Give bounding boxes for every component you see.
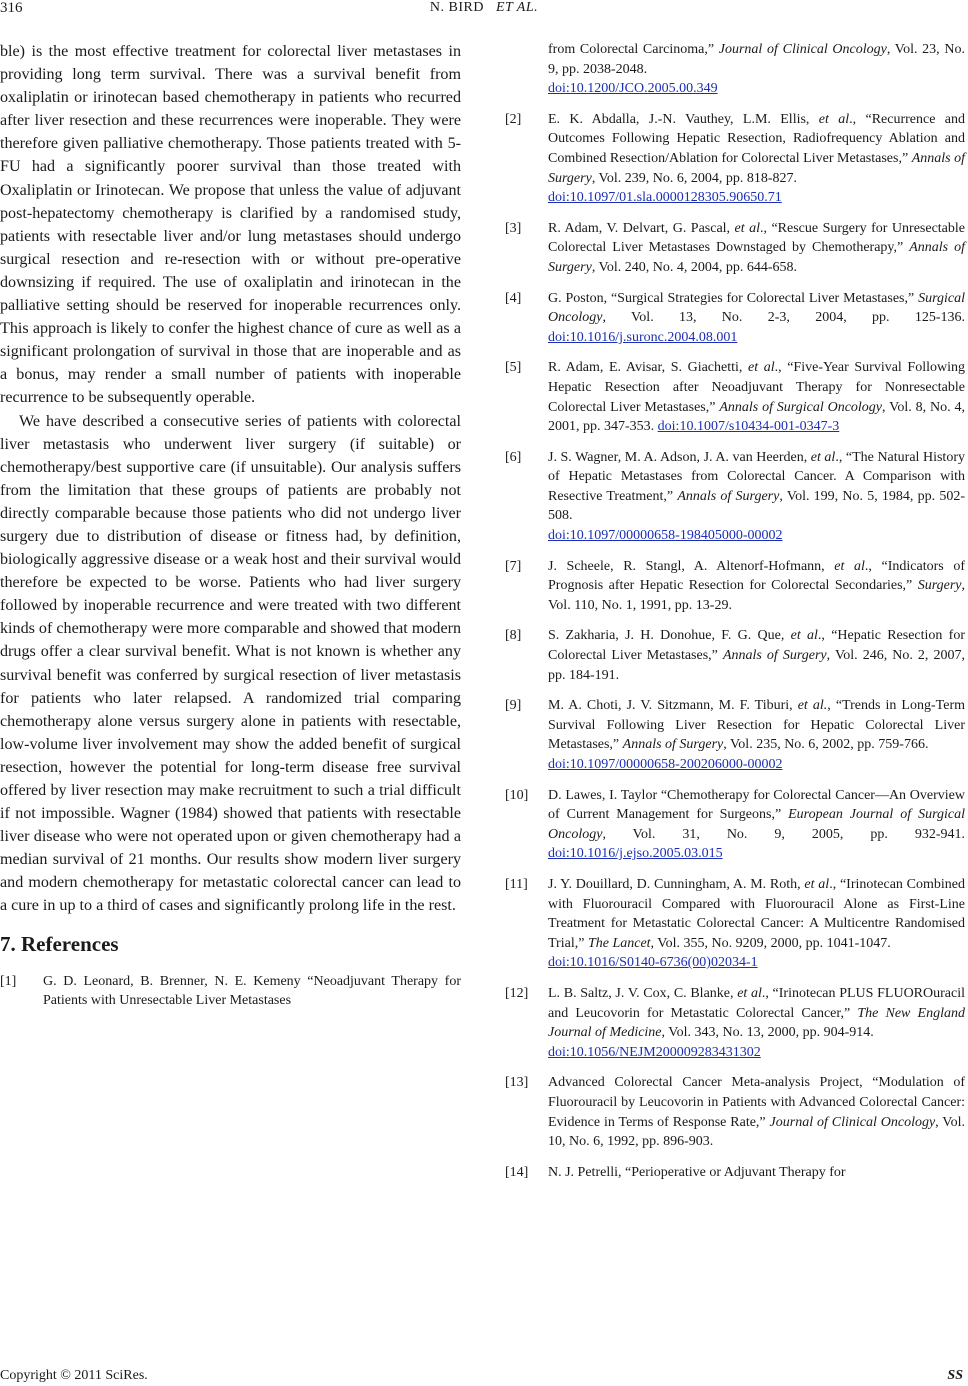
- reference-journal: Journal of Clinical Oncology: [769, 1114, 936, 1130]
- reference-item: [505, 448, 965, 546]
- reference-details: , Vol. 31, No. 9, 2005, pp. 932-941.: [602, 826, 965, 842]
- reference-text: S. Zakharia, J. H. Donohue, F. G. Que,: [548, 628, 791, 644]
- reference-number: [2]: [505, 111, 522, 127]
- reference-text-cont: ., “Irinotecan Combined with Fluorouracil Compared with Fluorouracil Alone as First-Line Treatment for Metastatic Colorectal Cancer: A Multicentre Randomised Trial,”: [548, 876, 965, 951]
- reference-journal: Annals of Surgical Oncology: [719, 399, 883, 415]
- reference-journal: European Journal of Surgical Oncology: [548, 807, 966, 842]
- reference-text: G. Poston, “Surgical Strategies for Colorectal Liver Metastases,”: [548, 290, 919, 306]
- page-number: 316: [0, 0, 23, 16]
- reference-number: [1]: [0, 973, 17, 989]
- reference-etal: et al: [810, 449, 836, 465]
- reference-text: J. Scheele, R. Stangl, A. Altenorf-Hofmann,: [548, 558, 835, 574]
- reference-number: [4]: [505, 290, 522, 306]
- reference-item: [505, 358, 965, 436]
- reference-text-cont: ., “Indicators of Prognosis after Hepatic Resection for Colorectal Secondaries,”: [548, 558, 965, 594]
- reference-text: from Colorectal Carcinoma,”: [548, 42, 719, 57]
- reference-number: [10]: [505, 787, 529, 803]
- reference-details: , Vol. 10, No. 6, 1992, pp. 896-903.: [548, 1114, 966, 1150]
- reference-list-left: [0, 972, 461, 1011]
- reference-details: , Vol. 13, No. 2-3, 2004, pp. 125-136.: [602, 310, 965, 326]
- reference-etal: et al: [804, 876, 830, 892]
- running-head-authors: N. BIRD: [429, 0, 484, 15]
- reference-journal: Annals of Surgery: [622, 737, 724, 753]
- reference-text: G. D. Leonard, B. Brenner, N. E. Kemeny “Neoadjuvant Therapy for Patients with Unresectable Liver Metastases: [43, 973, 461, 1009]
- body-paragraph-1: ble) is the most effective treatment for colorectal liver metastases in providing long term survival. There was a survival benefit from oxaliplatin or irinotecan based chemotherapy in patients who recurred after liver resection and these recurrences were inoperable. They were therefore given palliative chemotherapy. Those patients treated with 5-FU had a significantly poorer survival than those treated with Oxaliplatin or Irinotecan. We propose that unless the value of adjuvant post-hepatectomy chemotherapy is clarified by a randomised study, patients with resectable liver and/or lung metastases should undergo surgical resection and re-resection with or without pre-operative downsizing if required. The use of oxaliplatin and irinotecan in the palliative setting should be reserved for inoperable recurrences only. This approach is likely to confer the highest chance of cure as well as a significant prolongation of survival in those that are inoperable and as a bonus, may render a small number of patients with inoperable recurrence to be subsequently operable.: [0, 43, 461, 407]
- reference-text-cont: ., “The Natural History of Hepatic Metastases from Colorectal Cancer. A Comparison with Resective Treatment,”: [548, 449, 965, 504]
- reference-text-cont: ., “Five-Year Survival Following Hepatic Resection after Neoadjuvant Therapy for Nonresectable Colorectal Liver Metastases,”: [548, 360, 965, 415]
- reference-details: , Vol. 355, No. 9209, 2000, pp. 1041-1047.: [650, 935, 891, 951]
- reference-item: [505, 696, 965, 774]
- reference-text: L. B. Saltz, J. V. Cox, C. Blanke,: [548, 985, 738, 1001]
- reference-number: [12]: [505, 985, 529, 1001]
- reference-text: R. Adam, V. Delvart, G. Pascal,: [548, 220, 735, 236]
- doi-link[interactable]: doi:10.1097/00000658-198405000-00002: [548, 528, 783, 544]
- section-heading-references: 7. References: [0, 931, 119, 956]
- reference-list-right-items: [505, 110, 965, 1183]
- reference-journal: Surgical Oncology: [548, 290, 965, 326]
- reference-text: Advanced Colorectal Cancer Meta-analysis Project, “Modulation of Fluorouracil by Leucovorin in Patients with Advanced Colorectal Cancer: Evidence in Terms of Response Rate,”: [548, 1075, 965, 1130]
- reference-text: E. K. Abdalla, J.-N. Vauthey, L.M. Ellis,: [548, 111, 819, 127]
- footer-journal-abbr: SS: [947, 1368, 963, 1383]
- reference-journal: Surgery: [917, 578, 962, 594]
- doi-link[interactable]: doi:10.1007/s10434-001-0347-3: [657, 419, 840, 435]
- reference-etal: et al: [748, 360, 775, 376]
- reference-journal: The Lancet: [587, 935, 651, 951]
- reference-details: , Vol. 343, No. 13, 2000, pp. 904-914.: [661, 1025, 874, 1041]
- reference-item: [505, 786, 965, 864]
- reference-text-cont: ., “Irinotecan PLUS FLUOROuracil and Leucovorin for Metastatic Colorectal Cancer,”: [548, 985, 965, 1021]
- reference-number: [6]: [505, 449, 522, 465]
- reference-text: J. S. Wagner, M. A. Adson, J. A. van Heerden,: [548, 449, 811, 465]
- reference-number: [11]: [505, 876, 528, 892]
- doi-link[interactable]: doi:10.1016/j.suronc.2004.08.001: [548, 329, 738, 345]
- reference-etal: et al.: [797, 698, 828, 714]
- reference-text-cont: , “Trends in Long-Term Survival Following Liver Resection for Hepatic Colorectal Liver Metastases,”: [548, 698, 965, 753]
- reference-item: [505, 289, 965, 348]
- reference-item: [505, 219, 965, 278]
- reference-journal: The New England Journal of Medicine: [548, 1005, 965, 1041]
- reference-details: , Vol. 8, No. 4, 2001, pp. 347-353.: [548, 399, 965, 435]
- reference-details: , Vol. 239, No. 6, 2004, pp. 818-827.: [591, 170, 798, 186]
- reference-text: D. Lawes, I. Taylor “Chemotherapy for Colorectal Cancer—An Overview of Current Management for Surgeons,”: [548, 787, 965, 823]
- reference-number: [5]: [505, 360, 522, 376]
- reference-text: M. A. Choti, J. V. Sitzmann, M. F. Tiburi,: [548, 698, 798, 714]
- reference-item: [0, 972, 461, 1011]
- reference-number: [14]: [505, 1164, 529, 1180]
- reference-details: , Vol. 235, No. 6, 2002, pp. 759-766.: [723, 737, 929, 753]
- doi-link[interactable]: doi:10.1016/S0140-6736(00)02034-1: [548, 955, 758, 971]
- reference-text: J. Y. Douillard, D. Cunningham, A. M. Roth,: [548, 876, 805, 892]
- reference-etal: et al: [818, 111, 850, 127]
- reference-etal: et al: [834, 558, 865, 574]
- doi-link[interactable]: doi:10.1056/NEJM200009283431302: [548, 1044, 761, 1060]
- reference-etal: et al: [734, 220, 760, 236]
- left-column: [0, 40, 461, 1011]
- reference-number: [13]: [505, 1075, 529, 1091]
- reference-number: [9]: [505, 698, 522, 714]
- reference-etal: et al: [790, 628, 818, 644]
- reference-text: N. J. Petrelli, “Perioperative or Adjuvant Therapy for: [548, 1164, 846, 1180]
- reference-list-right: [505, 40, 965, 99]
- reference-details: , Vol. 23, No. 9, pp. 2038-2048.: [548, 42, 965, 77]
- reference-text-cont: ., “Rescue Surgery for Unresectable Colorectal Liver Metastases Downstaged by Chemotherapy,”: [548, 220, 965, 256]
- reference-journal: Annals of Surgery: [722, 648, 827, 664]
- doi-link[interactable]: doi:10.1016/j.ejso.2005.03.015: [548, 846, 723, 862]
- reference-text: R. Adam, E. Avisar, S. Giachetti,: [548, 360, 748, 376]
- reference-details: , Vol. 240, No. 4, 2004, pp. 644-658.: [591, 259, 798, 275]
- reference-number: [7]: [505, 558, 522, 574]
- reference-item: [505, 110, 965, 208]
- doi-link[interactable]: doi:10.1097/01.sla.0000128305.90650.71: [548, 190, 782, 206]
- running-head: [0, 0, 968, 16]
- reference-journal: Journal of Clinical Oncology: [718, 42, 887, 57]
- reference-number: [3]: [505, 220, 522, 236]
- reference-item: [505, 626, 965, 685]
- reference-item: [505, 984, 965, 1062]
- reference-number: [8]: [505, 628, 522, 644]
- body-paragraph-2: We have described a consecutive series of patients with colorectal liver metastasis who underwent liver surgery (if suitable) or chemotherapy/best supportive care (if unsuitable). Our analysis suffers from the limitation that these groups of patients are probably not directly comparable because those patients who did not undergo liver surgery due to distribution of disease or fitness had, by definition, biologically aggressive disease or a weak host and their survival would therefore be expected to be worse. Patients who had liver surgery followed by inoperable recurrence and were treated with two different kinds of chemotherapy were more comparable and showed that modern drugs offer a clear survival benefit. What is not known is whether any survival benefit was conferred by surgical resection of liver metastasis for patients who later relapsed. A randomized trial comparing chemotherapy alone versus surgery alone in patients with resectable, low-volume liver involvement may show the added benefit of surgical resection, however the potential for long-term disease free survival offered by liver resection may make recruitment to such a trial difficult if not impossible. Wagner (1984) showed that patients with resectable liver disease who were not operated upon or given chemotherapy had a median survival of 21 months. Our results show modern liver surgery and modern chemotherapy for metastatic colorectal cancer can lead to a cure in up to a third of cases and significantly prolong life in the rest.: [0, 412, 461, 915]
- reference-etal: et al: [737, 985, 762, 1001]
- footer-copyright: Copyright © 2011 SciRes.: [0, 1368, 148, 1383]
- reference-item: [505, 1163, 965, 1183]
- reference-item: [505, 875, 965, 973]
- doi-link[interactable]: doi:10.1097/00000658-200206000-00002: [548, 757, 783, 772]
- reference-journal: Annals of Surgery: [548, 150, 966, 186]
- reference-details: , Vol. 110, No. 1, 1991, pp. 13-29.: [548, 578, 965, 613]
- running-head-etal: ET AL.: [495, 0, 539, 15]
- reference-details: , Vol. 246, No. 2, 2007, pp. 184-191.: [548, 648, 965, 683]
- reference-journal: Annals of Surgery: [548, 240, 965, 275]
- reference-text-cont: ., “Recurrence and Outcomes Following Hepatic Resection, Radiofrequency Ablation and Combined Resection/Ablation for Colorectal Liver Metastases,”: [548, 111, 966, 166]
- doi-link[interactable]: doi:10.1200/JCO.2005.00.349: [548, 81, 718, 97]
- right-column: [505, 40, 965, 1193]
- reference-journal: Annals of Surgery: [677, 488, 780, 504]
- reference-item: [505, 40, 965, 99]
- reference-details: , Vol. 199, No. 5, 1984, pp. 502-508.: [548, 488, 965, 524]
- reference-item: [505, 557, 965, 616]
- reference-text-cont: ., “Hepatic Resection for Colorectal Liver Metastases,”: [548, 628, 965, 664]
- reference-item: [505, 1073, 965, 1151]
